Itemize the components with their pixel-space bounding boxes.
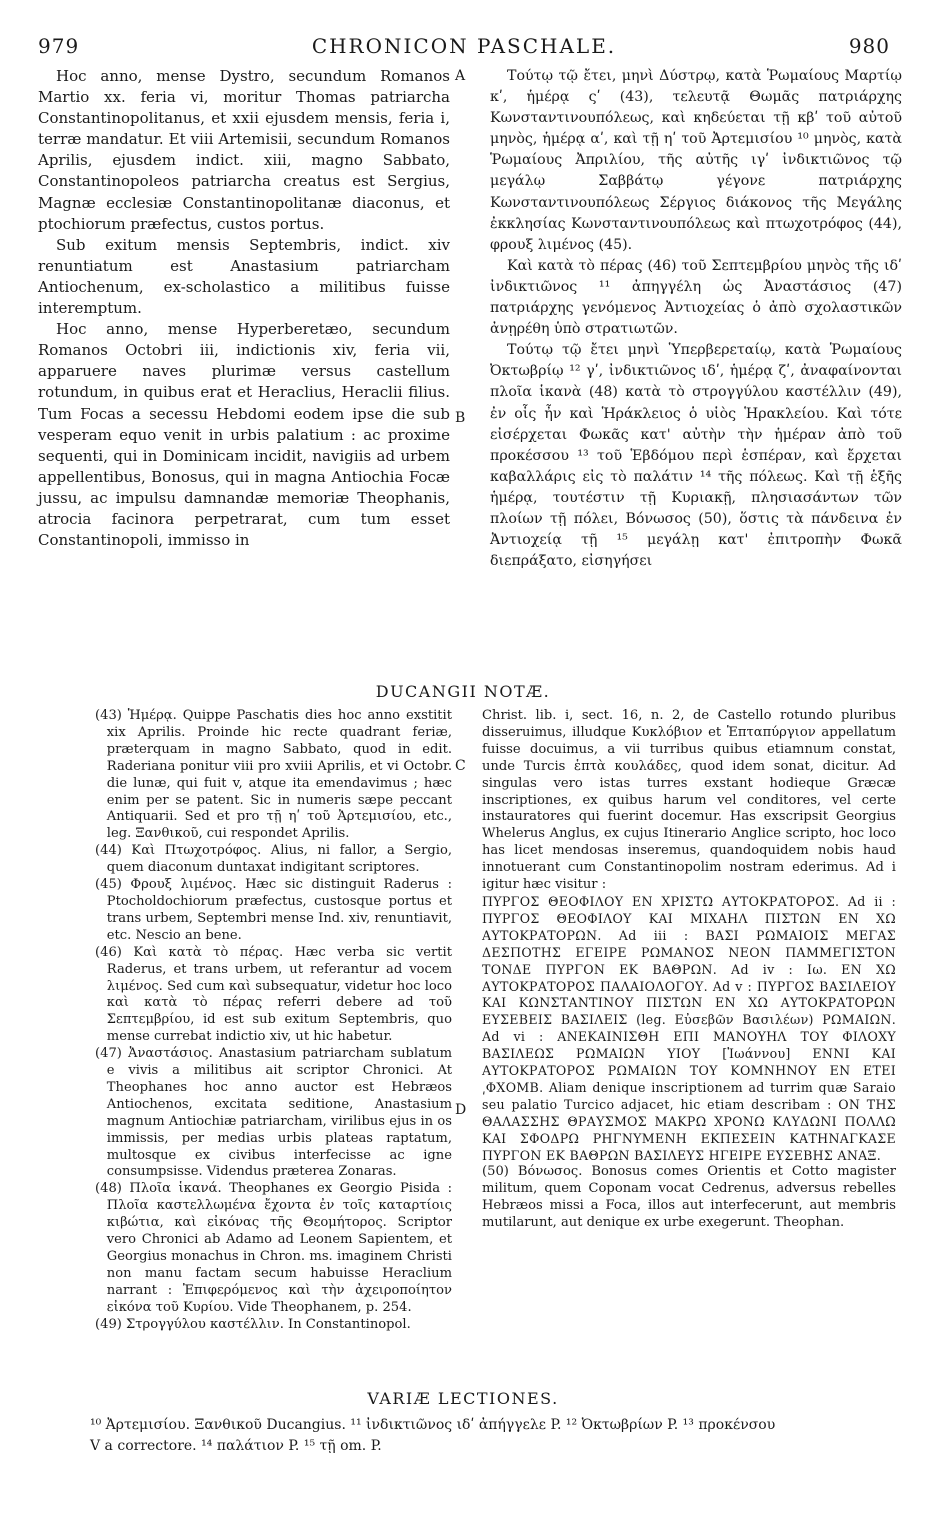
note-entry: (48) Πλοῖα ἱκανά. Theophanes ex Georgio Pisida : Πλοῖα καστελλωμένα ἔχοντα ἐν τοῖς καταρτίοις κιβώτια, καὶ εἰκόνας τῆς Θεομήτορος. Scriptor vero Chronici ab Adamo ad Leonem Sapientem, et Georgius monachus in Chron. ms. imaginem Christi non manu factam secum habuisse Heraclium narrant : Ἐπιφερόμενος καὶ τὴν ἀχειροποίητον εἰκόνα τοῦ Κυρίου. Vide Theophanem, p. 254.: [95, 1181, 452, 1315]
note-continuation: Christ. lib. i, sect. 16, n. 2, de Castello rotundo pluribus disseruimus, illudque Κυκλόβιον et Ἑπταπύργιον appellatum fuisse docuimus, a vii turribus quibus etiamnum constat, unde Turcis ἑπτὰ κουλάδες, quod idem sonat, dicitur. Ad singulas vero istas turres exstant hodieque Græcæ inscriptiones, ex quibus harum vel conditores, vel certe instauratores qui fuerint docemur. Has exscripsit Georgius Whelerus Anglus, ex cujus Itinerario Anglice scripto, hoc loco has licet mendosas inseremus, quandoquidem nobis haud innotuerant cum Constantinopolim nostram ederimus. Ad i igitur hæc visitur :: [482, 708, 896, 893]
running-title: CHRONICON PASCHALE.: [311, 34, 617, 58]
note-entry: (50) Βόνωσος. Bonosus comes Orientis et Cotto magister militum, quem Coponam vocat Cedrenus, adversus rebelles Hebræos missi a Foca, illos aut interfecerunt, aut membris mutilarunt, aut denique ex urbe exegerunt. Theophan.: [482, 1164, 896, 1231]
margin-marker-a: A: [455, 68, 466, 84]
note-entry: (49) Στρογγύλου καστέλλιν. In Constantinopol.: [95, 1316, 411, 1332]
tower-inscriptions: ΠΥΡΓΟΣ ΘΕΟΦΙΛΟΥ ΕΝ ΧΡΙΣΤΩ ΑΥΤΟΚΡΑΤΟΡΟΣ. Ad ii : ΠΥΡΓΟΣ ΘΕΟΦΙΛΟΥ ΚΑΙ ΜΙΧΑΗΛ ΠΙΣΤΩΝ ΕΝ ΧΩ ΑΥΤΟΚΡΑΤΟΡΩΝ. Ad iii : ΒΑΣΙ ΡΩΜΑΙΟΙΣ ΜΕΓΑΣ ΔΕΣΠΟΤΗΣ ΕΓΕΙΡΕ ΡΩΜΑΝΟΣ ΝΕΟΝ ΠΑΜΜΕΓΙΣΤΟΝ ΤΟΝΔΕ ΠΥΡΓΟΝ ΕΚ ΒΑΘΡΩΝ. Ad iv : Ιω. ΕΝ ΧΩ ΑΥΤΟΚΡΑΤΟΡΟΣ ΠΑΛΑΙΟΛΟΓΟΥ. Ad v : ΠΥΡΓΟΣ ΒΑΣΙΛΕΙΟΥ ΚΑΙ ΚΩΝΣΤΑΝΤΙΝΟΥ ΠΙΣΤΩΝ ΕΝ ΧΩ ΑΥΤΟΚΡΑΤΟΡΩΝ ΕΥΣΕΒΕΙΣ ΒΑΣΙΛΕΙΣ (leg. Εὐσεβῶν Βασιλέων) ΡΩΜΑΙΩΝ. Ad vi : ΑΝΕΚΑΙΝΙΣΘΗ ΕΠΙ ΜΑΝΟΥΗΛ ΤΟΥ ΦΙΛΟΧΥ ΒΑΣΙΛΕΩΣ ΡΩΜΑΙΩΝ ΥΙΟΥ [Ἰωάννου] ΕΝΝΙ ΚΑΙ ΑΥΤΟΚΡΑΤΟΡΟΣ ΡΩΜΑΙΩΝ ΤΟΥ ΚΟΜΝΗΝΟΥ ΕΝ ΕΤΕΙ ͵ΦΧΟΜΒ. Aliam denique inscriptionem ad turrim quæ Saraio seu palatio Turcico adjacet, hic etiam describam : ΟΝ ΤΗΣ ΘΑΛΑΣΣΗΣ ΘΡΑΥΣΜΟΣ ΜΑΚΡΩ ΧΡΟΝΩ ΚΛΥΔΩΝΙ ΠΟΛΛΩ ΚΑΙ ΣΦΟΔΡΩ ΡΗΓΝΥΜΕΝΗ ΕΚΠΕΣΕΙΝ ΚΑΤΗΝΑΓΚΑΣΕ ΠΥΡΓΟΝ ΕΚ ΒΑΘΡΩΝ ΒΑΣΙΛΕΥΣ ΗΓΕΙΡΕ ΕΥΣΕΒΗΣ ΑΝΑΞ.: [482, 893, 896, 1163]
variant-line: ¹⁰ Ἀρτεμισίου. Ξανθικοῦ Ducangius. ¹¹ ἰνδικτιῶνος ιδʹ ἀπήγγελε P. ¹² Ὀκτωβρίων P. ¹³ προκένσου: [90, 1417, 776, 1433]
note-entry: (47) Ἀναστάσιος. Anastasium patriarcham sublatum e vivis a militibus ait scriptor Chronici. At Theophanes hoc anno auctor est Hebræos Antiochenos, excitata seditione, Anastasium magnum Antiochiæ patriarcham, virilibus ejus in os immissis, per medias urbis plateas raptatum, multosque ex civibus interfecisse ac igne consumpsisse. Videndus præterea Zonaras.: [95, 1046, 452, 1180]
notes-heading: DUCANGII NOTÆ.: [375, 682, 551, 701]
latin-paragraph: Hoc anno, mense Dystro, secundum Romanos Martio xx. feria vi, moritur Thomas patriarcha Constantinopolitanus, et xxii ejusdem mensis, feria i, terræ mandatur. Et viii Artemisii, secundum Romanos Aprilis, ejusdem indict. xiii, magno Sabbato, Constantinopoleos patriarcha creatus est Sergius, Magnæ ecclesiæ Constantinopolitanæ diaconus, et ptochiorum præfectus, custos portus.: [38, 67, 450, 233]
running-head: [38, 34, 890, 58]
variant-readings: [90, 1415, 892, 1457]
margin-marker-d: D: [455, 1102, 467, 1118]
page-number-right: 980: [848, 34, 890, 58]
note-entry: (44) Καὶ Πτωχοτρόφος. Alius, ni fallor, a Sergio, quem diaconum duntaxat indigitant scriptores.: [95, 843, 452, 876]
note-entry: (45) Φρουξ λιμένος. Hæc sic distinguit Raderus : Ptocholdochiorum præfectus, custosque portus et trans urbem, Septembri mense Ind. xiv, renuntiavit, etc. Nescio an bene.: [95, 877, 452, 943]
note-entry: (46) Καὶ κατὰ τὸ πέρας. Hæc verba sic vertit Raderus, et trans urbem, ut referantur ad vocem λιμένος. Sed cum καὶ subsequatur, videtur hoc loco καὶ κατὰ τὸ πέρας referri debere ad τοῦ Σεπτεμβρίου, id est sub exitum Septembris, quo mense currebat indictio xiv, ut hic habetur.: [95, 944, 452, 1045]
latin-translation-column: [38, 66, 450, 551]
page-number-left: 979: [38, 34, 80, 58]
latin-paragraph: Sub exitum mensis Septembris, indict. xiv renuntiatum est Anastasium patriarcham Antiochenum, ex-scholastico a militibus fuisse interemptum.: [38, 235, 450, 318]
notes-right-column: [482, 708, 896, 1232]
margin-marker-c: C: [455, 758, 466, 774]
variants-heading: VARIÆ LECTIONES.: [367, 1389, 559, 1408]
margin-marker-b: B: [455, 410, 466, 426]
greek-paragraph: Τούτῳ τῷ ἔτει, μηνὶ Δύστρῳ, κατὰ Ῥωμαίους Μαρτίῳ κʹ, ἡμέρᾳ ςʹ (43), τελευτᾷ Θωμᾶς πατριάρχης Κωνσταντινουπόλεως, καὶ κηδεύεται τῇ κβʹ τοῦ αὐτοῦ μηνὸς, ἡμέρᾳ αʹ, καὶ τῇ ηʹ τοῦ Ἀρτεμισίου ¹⁰ μηνὸς, κατὰ Ῥωμαίους Ἀπριλίου, τῆς αὐτῆς ιγʹ ἰνδικτιῶνος τῷ μεγάλῳ Σαββάτῳ γέγονε πατριάρχης Κωνσταντινουπόλεως Σέργιος διάκονος τῆς Μεγάλης ἐκκλησίας Κωνσταντινουπόλεως καὶ πτωχοτρόφος (44), φρουξ λιμένος (45).: [490, 68, 902, 253]
greek-text-column: [490, 66, 902, 572]
greek-paragraph: Τούτῳ τῷ ἔτει μηνὶ Ὑπερβερεταίῳ, κατὰ Ῥωμαίους Ὀκτωβρίῳ ¹² γʹ, ἰνδικτιῶνος ιδʹ, ἡμέρᾳ ζʹ, ἀναφαίνονται πλοῖα ἱκανὰ (48) κατὰ τὸ στρογγύλου καστέλλιν (49), ἐν οἷς ἦν καὶ Ἡράκλειος ὁ υἱὸς Ἡρακλείου. Καὶ τότε εἰσέρχεται Φωκᾶς κατ' αὐτὴν τὴν ἡμέραν ἀπὸ τοῦ προκέσσου ¹³ τοῦ Ἑβδόμου περὶ ἑσπέραν, καὶ ἔρχεται καβαλλάρις εἰς τὸ παλάτιν ¹⁴ τῆς πόλεως. Καὶ τῇ ἑξῆς ἡμέρᾳ, τουτέστιν τῇ Κυριακῇ, πλησιασάντων τῶν πλοίων τῇ πόλει, Βόνωσος (50), ὅστις τὰ πάνδεινα ἐν Ἀντιοχείᾳ τῇ ¹⁵ μεγάλῃ κατ' ἐπιτροπὴν Φωκᾶ διεπράξατο, εἰσηγήσει: [490, 342, 902, 570]
note-entry: (43) Ἡμέρᾳ. Quippe Paschatis dies hoc anno exstitit xix Aprilis. Proinde hic recte quadrant feriæ, præterquam in magno Sabbato, quod in edit. Raderiana ponitur viii pro xviii Aprilis, et vi Octobr. die lunæ, qui fuit v, atque ita emendavimus ; hæc enim per se patent. Sic in numeris sæpe peccant Antiquarii. Sed et pro τῇ ηʹ τοῦ Ἀρτεμισίου, etc., leg. Ξανθικοῦ, cui respondet Aprilis.: [95, 708, 452, 842]
notes-left-column: [95, 708, 452, 1334]
latin-paragraph: Hoc anno, mense Hyperberetæo, secundum Romanos Octobri iii, indictionis xiv, feria vii, apparuere naves plurimæ versus castellum rotundum, in quibus erat et Heraclius, Heraclii filius. Tum Focas a secessu Hebdomi eodem ipse die sub vesperam equo venit in urbis palatium : ac proxime sequenti, qui in Dominicam incidit, navigiis ad urbem appellentibus, Bonosus, qui in magna Antiochia Focæ jussu, ac impulsu damnandæ memoriæ Theophanis, atrocia facinora perpetrarat, cum tum esset Constantinopoli, immisso in: [38, 320, 450, 550]
variant-line: V a correctore. ¹⁴ παλάτιον P. ¹⁵ τῇ om. P.: [90, 1438, 382, 1454]
greek-paragraph: Καὶ κατὰ τὸ πέρας (46) τοῦ Σεπτεμβρίου μηνὸς τῆς ιδʹ ἰνδικτιῶνος ¹¹ ἀπηγγέλη ὡς Ἀναστάσιος (47) πατριάρχης γενόμενος Ἀντιοχείας ὁ ἀπὸ σχολαστικῶν ἀνῃρέθη ὑπὸ στρατιωτῶν.: [490, 257, 902, 338]
